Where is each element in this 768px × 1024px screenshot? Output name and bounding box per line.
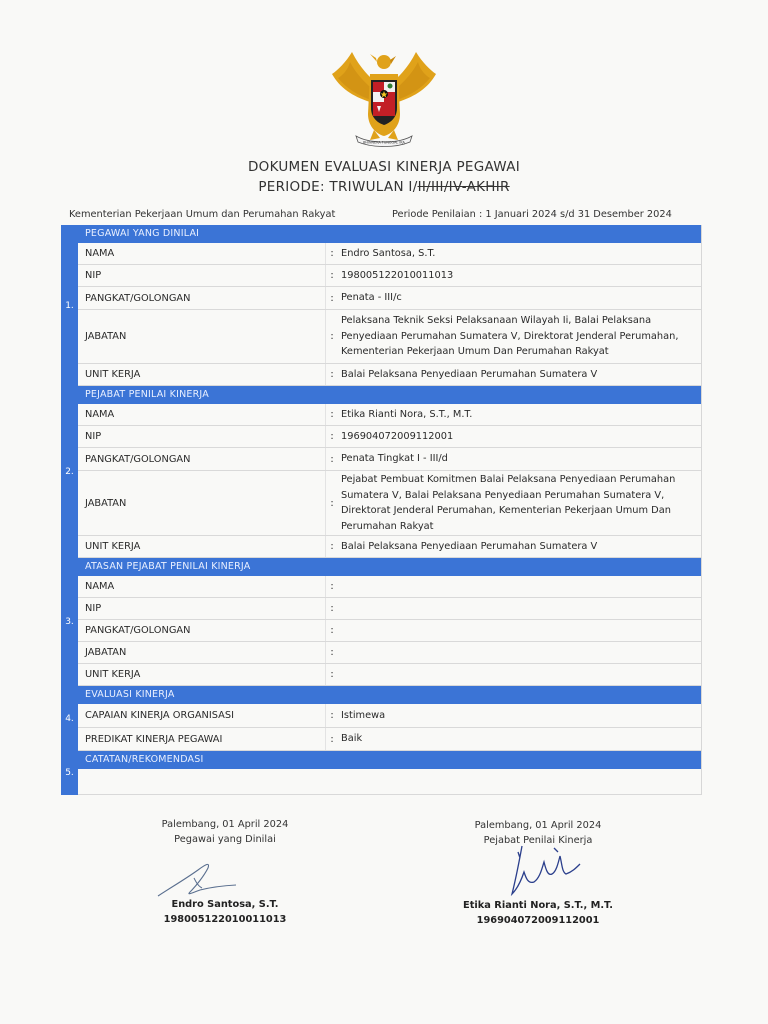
- emblem-motto: BHINNEKA TUNGGAL IKA: [363, 140, 405, 145]
- signature-nip: 198005122010011013: [163, 914, 287, 925]
- field-value: [338, 576, 701, 597]
- signature-role: Pegawai yang Dinilai: [174, 834, 276, 845]
- section-assessor: [61, 386, 702, 558]
- table-row: [78, 364, 701, 386]
- field-label: JABATAN: [85, 497, 127, 509]
- section-notes: [61, 751, 702, 795]
- field-colon: :: [325, 704, 338, 727]
- field-colon: :: [325, 576, 338, 597]
- section-performance-evaluation: [61, 686, 702, 751]
- field-colon: :: [325, 287, 338, 309]
- table-row: [78, 704, 701, 728]
- field-value: Balai Pelaksana Penyediaan Perumahan Sumatera V: [341, 368, 598, 380]
- field-label: NIP: [85, 431, 102, 442]
- signature-nip: 196904072009112001: [476, 915, 600, 926]
- period-struck: II/III/IV-AKHIR: [417, 179, 510, 195]
- field-label: NIP: [85, 603, 102, 614]
- section-employee: [61, 225, 702, 386]
- field-label: NIP: [85, 270, 102, 281]
- section-number: 1.: [61, 225, 78, 386]
- section-title: PEJABAT PENILAI KINERJA: [78, 386, 701, 404]
- field-label: NAMA: [85, 409, 115, 420]
- field-label: UNIT KERJA: [85, 669, 141, 680]
- signature-place-date: Palembang, 01 April 2024: [161, 819, 289, 830]
- field-colon: :: [325, 471, 338, 535]
- table-row: [78, 310, 701, 364]
- field-label: PANGKAT/GOLONGAN: [85, 453, 191, 465]
- field-colon: :: [325, 642, 338, 663]
- field-colon: :: [325, 728, 338, 750]
- field-value: Istimewa: [341, 709, 386, 721]
- field-value: Penata - III/c: [341, 292, 402, 304]
- section-title: PEGAWAI YANG DINILAI: [78, 225, 701, 243]
- field-colon: :: [325, 243, 338, 264]
- field-value: Baik: [341, 733, 363, 745]
- table-row: [78, 664, 701, 686]
- signature-role: Pejabat Penilai Kinerja: [483, 835, 593, 846]
- field-value: 196904072009112001: [341, 430, 454, 442]
- garuda-emblem-icon: [330, 48, 438, 148]
- table-row: [78, 576, 701, 598]
- field-value: [338, 598, 701, 619]
- field-label: PANGKAT/GOLONGAN: [85, 625, 191, 636]
- section-number: 2.: [61, 386, 78, 558]
- signature-name: Etika Rianti Nora, S.T., M.T.: [463, 900, 613, 911]
- field-value: [338, 642, 701, 663]
- field-label: UNIT KERJA: [85, 541, 141, 552]
- table-row: [78, 426, 701, 448]
- field-label: JABATAN: [85, 331, 127, 342]
- field-label: PREDIKAT KINERJA PEGAWAI: [85, 733, 223, 745]
- field-colon: :: [325, 536, 338, 557]
- section-number: 3.: [61, 558, 78, 686]
- field-value: Pelaksana Teknik Seksi Pelaksanaan Wilayah Ii, Balai Pelaksana Penyediaan Perumahan Sumatera V, Direktorat Jenderal Perumahan, Kementerian Pekerjaan Umum Dan Perumahan Rakyat: [341, 315, 679, 358]
- table-row: [78, 536, 701, 558]
- field-colon: :: [325, 310, 338, 363]
- title-line: DOKUMEN EVALUASI KINERJA PEGAWAI: [247, 159, 521, 175]
- field-colon: :: [325, 620, 338, 641]
- table-row: [78, 287, 701, 310]
- field-value: 198005122010011013: [341, 269, 454, 281]
- field-value: Penata Tingkat I - III/d: [341, 453, 448, 465]
- handwritten-signature-employee: [150, 858, 240, 902]
- field-colon: :: [325, 448, 338, 470]
- field-value: Endro Santosa, S.T.: [341, 247, 436, 259]
- period-line: [0, 177, 768, 197]
- field-value: [338, 664, 701, 685]
- field-value: [338, 620, 701, 641]
- table-row: [78, 471, 701, 536]
- field-label: NAMA: [85, 581, 115, 592]
- field-colon: :: [325, 404, 338, 425]
- document-title: [0, 157, 768, 197]
- field-value: Pejabat Pembuat Komitmen Balai Pelaksana Penyediaan Perumahan Sumatera V, Balai Pelaksana Penyediaan Perumahan Sumatera V, Direktorat Jenderal Perumahan, Kementerian Pekerjaan Umum Dan Perumahan Rakyat: [341, 474, 676, 532]
- field-label: CAPAIAN KINERJA ORGANISASI: [85, 710, 234, 721]
- table-row: [78, 404, 701, 426]
- section-number: 5.: [61, 751, 78, 795]
- signature-name: Endro Santosa, S.T.: [171, 899, 279, 910]
- table-row: [78, 728, 701, 751]
- section-assessor-supervisor: [61, 558, 702, 686]
- field-label: UNIT KERJA: [85, 369, 141, 380]
- field-value: Balai Pelaksana Penyediaan Perumahan Sumatera V: [341, 540, 598, 552]
- signature-place-date: Palembang, 01 April 2024: [474, 820, 602, 831]
- table-row: [78, 265, 701, 287]
- field-colon: :: [325, 598, 338, 619]
- table-row: [78, 243, 701, 265]
- field-label: PANGKAT/GOLONGAN: [85, 292, 191, 304]
- table-row: [78, 598, 701, 620]
- section-title: EVALUASI KINERJA: [78, 686, 701, 704]
- field-colon: :: [325, 426, 338, 447]
- field-colon: :: [325, 364, 338, 385]
- section-number: 4.: [61, 686, 78, 751]
- period-prefix: PERIODE: TRIWULAN I/: [258, 179, 418, 195]
- field-value: Etika Rianti Nora, S.T., M.T.: [341, 408, 473, 420]
- table-row: [78, 620, 701, 642]
- assessment-period: Periode Penilaian : 1 Januari 2024 s/d 31 Desember 2024: [392, 209, 672, 220]
- field-label: JABATAN: [85, 647, 127, 658]
- evaluation-form: [61, 225, 702, 795]
- field-colon: :: [325, 265, 338, 286]
- field-label: NAMA: [85, 248, 115, 259]
- table-row: [78, 448, 701, 471]
- section-title: CATATAN/REKOMENDASI: [78, 751, 701, 769]
- notes-area: [78, 769, 701, 795]
- handwritten-signature-assessor: [500, 838, 590, 900]
- field-colon: :: [325, 664, 338, 685]
- table-row: [78, 642, 701, 664]
- ministry-label: Kementerian Pekerjaan Umum dan Perumahan Rakyat: [69, 209, 336, 220]
- section-title: ATASAN PEJABAT PENILAI KINERJA: [78, 558, 701, 576]
